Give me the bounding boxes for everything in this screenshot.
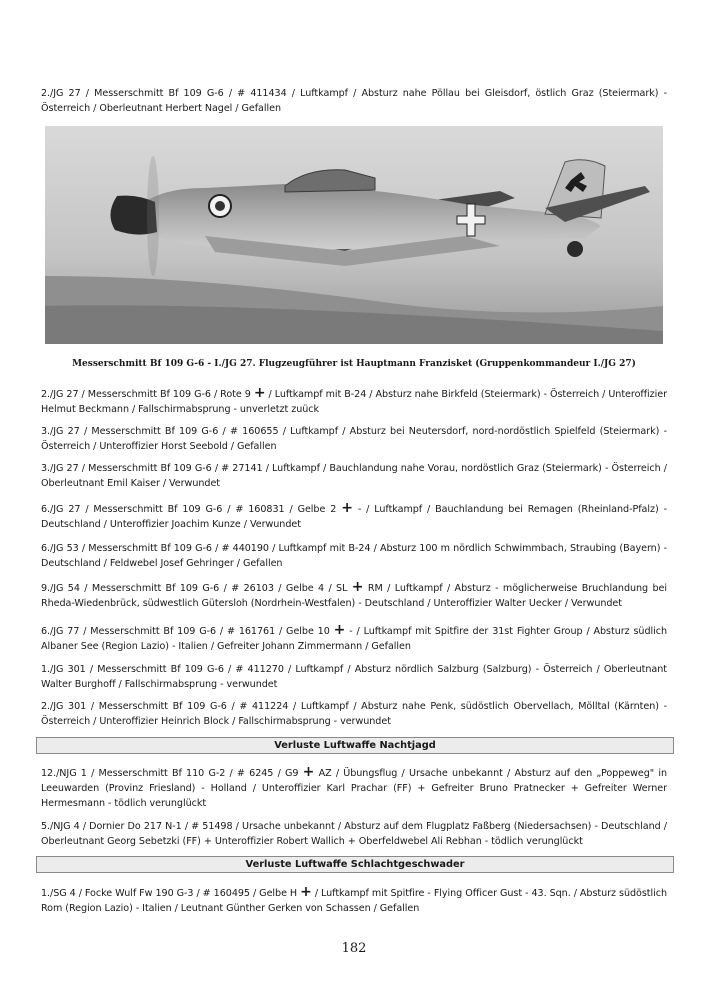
loss-entry: 2./JG 27 / Messerschmitt Bf 109 G-6 / Rote 9 + / Luftkampf mit B-24 / Absturz nahe Birkfeld (Steiermark) - Österreich / Unteroffizier Helmut Beckmann / Fallschirmabsprung - unverletzt zuück bbox=[41, 385, 668, 415]
loss-entry: 12./NJG 1 / Messerschmitt Bf 110 G-2 / # 6245 / G9 + AZ / Übungsflug / Ursache unbekannt / Absturz auf den „Poppeweg" in Leeuwarden (Provinz Friesland) - Holland / Unteroffizier Karl Prachar (FF) + Gefreiter Bruno Pratnecker + Gefreiter Werner Hermesmann - tödlich verunglückt bbox=[41, 764, 668, 809]
loss-entry: 9./JG 54 / Messerschmitt Bf 109 G-6 / # 26103 / Gelbe 4 / SL + RM / Luftkampf / Absturz - möglicherweise Bruchlandung bei Rheda-Wiedenbrück, südwestlich Gütersloh (Nordrhein-Westfalen) - Deutschland / Unteroffizier Walter Uecker / Verwundet bbox=[41, 579, 667, 609]
loss-entry: 2./JG 27 / Messerschmitt Bf 109 G-6 / # 411434 / Luftkampf / Absturz nahe Pöllau bei Gleisdorf, östlich Graz (Steiermark) - Österreich / Oberleutnant Herbert Nagel / Gefallen bbox=[41, 88, 667, 114]
loss-entry: 5./NJG 4 / Dornier Do 217 N-1 / # 51498 / Ursache unbekannt / Absturz auf dem Flugplatz Faßberg (Niedersachsen) - Deutschland / Oberleutnant Georg Sebetzki (FF) + Unteroffizier Robert Wallich + Oberfeldwebel Ali Rebhan - tödlich verunglückt bbox=[41, 821, 667, 847]
section-heading-schlacht: Verluste Luftwaffe Schlachtgeschwader bbox=[36, 856, 674, 873]
aircraft-photo bbox=[45, 126, 663, 344]
loss-entry: 3./JG 27 / Messerschmitt Bf 109 G-6 / # 160655 / Luftkampf / Absturz bei Neutersdorf, nord-nordöstlich Spielfeld (Steiermark) - Österreich / Unteroffizier Horst Seebold / Gefallen bbox=[41, 426, 667, 452]
photo-caption: Messerschmitt Bf 109 G-6 - I./JG 27. Flugzeugführer ist Hauptmann Franzisket (Gruppenkommandeur I./JG 27) bbox=[72, 359, 636, 369]
loss-entry: 2./JG 301 / Messerschmitt Bf 109 G-6 / # 411224 / Luftkampf / Absturz nahe Penk, südöstlich Obervellach, Mölltal (Kärnten) - Österreich / Unteroffizier Heinrich Block / Fallschirmabsprung - verwundet bbox=[41, 701, 667, 727]
loss-entry: 6./JG 53 / Messerschmitt Bf 109 G-6 / # 440190 / Luftkampf mit B-24 / Absturz 100 m nördlich Schwimmbach, Straubing (Bayern) - Deutschland / Feldwebel Josef Gehringer / Gefallen bbox=[41, 543, 667, 569]
cross-symbol: + bbox=[341, 500, 353, 516]
loss-entry: 6./JG 77 / Messerschmitt Bf 109 G-6 / # 161761 / Gelbe 10 + - / Luftkampf mit Spitfire der 31st Fighter Group / Absturz südlich Albaner See (Region Lazio) - Italien / Gefreiter Johann Zimmermann / Gefallen bbox=[41, 622, 667, 652]
loss-entry: 6./JG 27 / Messerschmitt Bf 109 G-6 / # 160831 / Gelbe 2 + - / Luftkampf / Bauchlandung bei Remagen (Rheinland-Pfalz) - Deutschland / Unteroffizier Joachim Kunze / Verwundet bbox=[41, 500, 668, 530]
page-number: 182 bbox=[341, 941, 367, 956]
cross-symbol: + bbox=[351, 579, 364, 595]
loss-entry: 1./JG 301 / Messerschmitt Bf 109 G-6 / # 411270 / Luftkampf / Absturz nördlich Salzburg (Salzburg) - Österreich / Oberleutnant Walter Burghoff / Fallschirmabsprung - verwundet bbox=[41, 664, 667, 690]
cross-symbol: + bbox=[302, 764, 315, 780]
loss-entry: 3./JG 27 / Messerschmitt Bf 109 G-6 / # 27141 / Luftkampf / Bauchlandung nahe Vorau, nordöstlich Graz (Steiermark) - Österreich / Oberleutnant Emil Kaiser / Verwundet bbox=[41, 463, 667, 489]
loss-entry: 1./SG 4 / Focke Wulf Fw 190 G-3 / # 160495 / Gelbe H + / Luftkampf mit Spitfire - Flying Officer Gust - 43. Sqn. / Absturz südöstlich Rom (Region Lazio) - Italien / Leutnant Günther Gerken von Schassen / Gefallen bbox=[41, 884, 668, 914]
section-heading-nachtjagd: Verluste Luftwaffe Nachtjagd bbox=[36, 737, 674, 754]
cross-symbol: + bbox=[300, 884, 312, 900]
cross-symbol: + bbox=[333, 622, 346, 638]
cross-symbol: + bbox=[253, 385, 266, 401]
